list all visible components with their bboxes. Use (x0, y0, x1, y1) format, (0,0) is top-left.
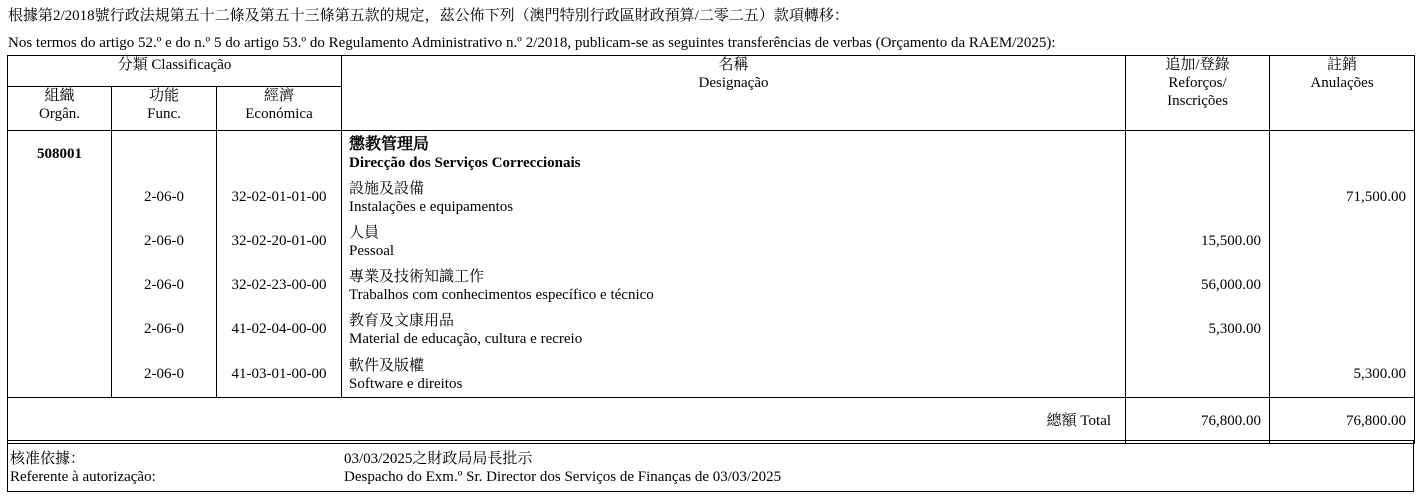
row-3-economic: 32-02-23-00-00 (231, 277, 327, 293)
row-2-economic: 32-02-20-01-00 (231, 233, 327, 249)
row-5-economic: 41-03-01-00-00 (231, 366, 327, 382)
row-4-name-zh: 教育及文康用品 (349, 313, 455, 329)
row-3-name-zh: 專業及技術知識工作 (349, 269, 485, 285)
authorization-value (344, 450, 781, 486)
row-1-economic: 32-02-01-01-00 (231, 189, 327, 205)
row-4-functional: 2-06-0 (144, 321, 184, 337)
authorization-label-pt: Referente à autorização: (10, 469, 156, 485)
total-reinforcement: 76,800.00 (1126, 398, 1270, 444)
reinforcements-header-pt2: Inscrições (1167, 93, 1228, 109)
budget-transfer-table (7, 55, 1415, 444)
authorization-label-zh: 核准依據： (10, 451, 86, 467)
total-label: 總額 Total (8, 398, 1126, 444)
authorization-label (10, 450, 156, 486)
row-5-annulment: 5,300.00 (1353, 366, 1407, 382)
authorization-footer (7, 440, 1414, 492)
functional-header-pt: Func. (147, 106, 181, 122)
row-2-name-pt: Pessoal (349, 243, 395, 259)
organic-column (8, 131, 112, 398)
designation-column (342, 131, 1126, 398)
total-annulment: 76,800.00 (1270, 398, 1415, 444)
row-2-functional: 2-06-0 (144, 233, 184, 249)
economic-header (217, 87, 342, 131)
row-1-annulment: 71,500.00 (1346, 189, 1407, 205)
designation-header (342, 56, 1126, 131)
row-4-reinforcement: 5,300.00 (1208, 321, 1262, 337)
organic-header (8, 87, 112, 131)
reinforcements-column (1126, 131, 1270, 398)
organic-header-zh: 組織 (44, 88, 75, 104)
reinforcements-header (1126, 56, 1270, 131)
economic-header-pt: Económica (245, 106, 313, 122)
row-4-economic: 41-02-04-00-00 (231, 321, 327, 337)
row-5-functional: 2-06-0 (144, 366, 184, 382)
economic-column (217, 131, 342, 398)
organic-header-pt: Orgân. (39, 106, 80, 122)
reinforcements-header-pt1: Reforços/ (1168, 75, 1227, 91)
functional-header-zh: 功能 (148, 88, 179, 104)
annulments-header-zh: 註銷 (1327, 57, 1358, 73)
row-1-name-pt: Instalações e equipamentos (349, 199, 514, 215)
row-3-functional: 2-06-0 (144, 277, 184, 293)
functional-header (112, 87, 217, 131)
row-5-name-pt: Software e direitos (349, 376, 463, 392)
row-2-name-zh: 人員 (349, 225, 380, 241)
designation-header-zh: 名稱 (718, 57, 749, 73)
row-3-reinforcement: 56,000.00 (1201, 277, 1262, 293)
annulments-header-pt: Anulações (1310, 75, 1374, 91)
row-1-name-zh: 設施及設備 (349, 181, 425, 197)
intro-text-portuguese: Nos termos do artigo 52.º e do n.º 5 do artigo 53.º do Regulamento Administrativo n.º 2/2018, publicam-se as seguintes transferências de verbas (Orçamento da RAEM/2025): (8, 35, 1056, 51)
reinforcements-header-zh: 追加/登錄 (1165, 57, 1230, 73)
functional-column (112, 131, 217, 398)
entity-code: 508001 (37, 146, 82, 162)
entity-name-pt: Direcção dos Serviços Correccionais (349, 155, 581, 171)
row-5-name-zh: 軟件及版權 (349, 358, 425, 374)
row-2-reinforcement: 15,500.00 (1201, 233, 1262, 249)
designation-header-pt: Designação (698, 75, 769, 91)
authorization-value-zh: 03/03/2025之財政局局長批示 (344, 451, 533, 467)
authorization-value-pt: Despacho do Exm.º Sr. Director dos Serviços de Finanças de 03/03/2025 (344, 469, 782, 485)
classification-header: 分類 Classificação (8, 56, 342, 87)
row-1-functional: 2-06-0 (144, 189, 184, 205)
entity-name-zh: 懲教管理局 (349, 136, 430, 153)
annulments-column (1270, 131, 1415, 398)
annulments-header (1270, 56, 1415, 131)
intro-text-chinese: 根據第2/2018號行政法規第五十二條及第五十三條第五款的規定，茲公佈下列（澳門特別行政區財政預算/二零二五）款項轉移： (8, 8, 849, 24)
row-3-name-pt: Trabalhos com conhecimentos específico e técnico (349, 287, 654, 303)
row-4-name-pt: Material de educação, cultura e recreio (349, 331, 583, 347)
economic-header-zh: 經濟 (264, 88, 295, 104)
